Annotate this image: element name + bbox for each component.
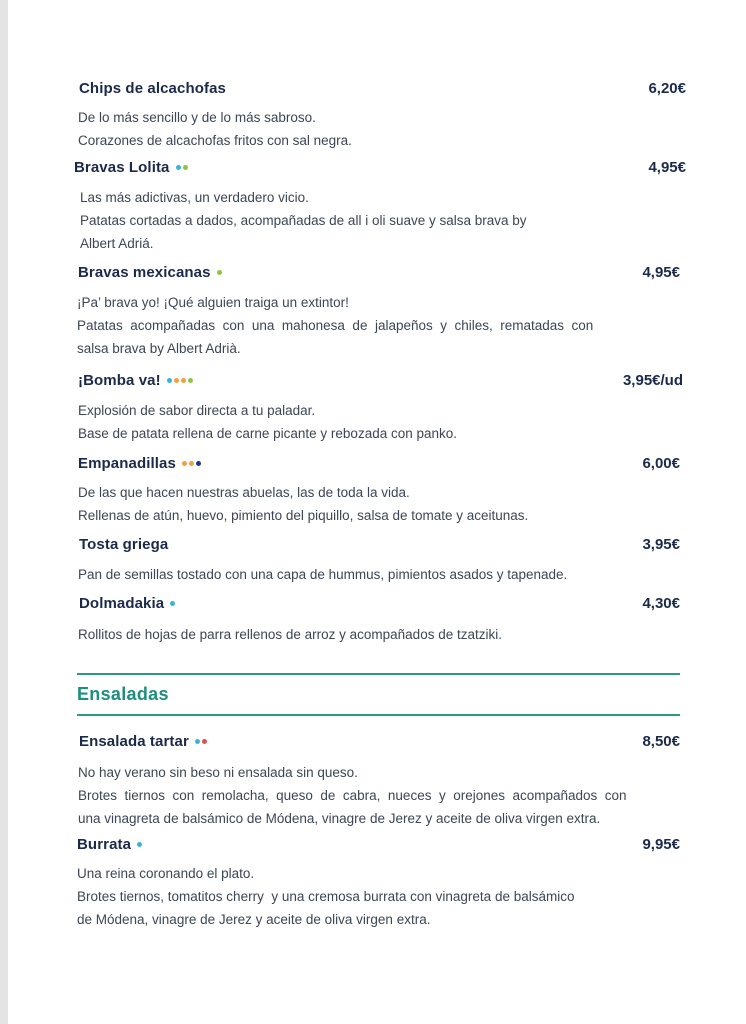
item-price: 3,95€: [642, 536, 680, 553]
item-name-text: Burrata: [77, 836, 132, 853]
description-line: Rollitos de hojas de parra rellenos de arroz y acompañados de tzatziki.: [78, 627, 502, 642]
section-rule-top: [77, 673, 680, 675]
green-dot-icon: [183, 165, 188, 170]
item-name-text: Tosta griega: [79, 536, 169, 553]
item-name: [79, 536, 168, 553]
item-price: 6,20€: [648, 80, 686, 97]
description-line: ¡Pa’ brava yo! ¡Qué alguien traiga un extintor!: [77, 295, 349, 310]
description-line: Patatas acompañadas con una mahonesa de jalapeños y chiles, rematadas con: [77, 318, 594, 333]
description-line: Rellenas de atún, huevo, pimiento del piquillo, salsa de tomate y aceitunas.: [78, 508, 529, 523]
item-price: 4,95€: [642, 264, 680, 281]
description-line: una vinagreta de balsámico de Módena, vinagre de Jerez y aceite de oliva virgen extra.: [78, 811, 601, 826]
item-price: 9,95€: [642, 836, 680, 853]
item-name: [79, 595, 177, 613]
item-description: [77, 291, 593, 360]
description-line: Una reina coronando el plato.: [77, 866, 255, 881]
item-description: [78, 563, 567, 586]
description-line: Pan de semillas tostado con una capa de hummus, pimientos asados y tapenade.: [78, 567, 568, 582]
orange-dot-icon: [181, 378, 186, 383]
description-line: Albert Adriá.: [80, 236, 154, 251]
description-line: Base de patata rellena de carne picante y rebozada con panko.: [78, 426, 458, 441]
item-name-text: Ensalada tartar: [79, 733, 189, 750]
item-price: 4,30€: [642, 595, 680, 612]
item-description: [77, 862, 574, 931]
orange-dot-icon: [182, 461, 187, 466]
item-name: [77, 836, 144, 854]
description-line: Brotes tiernos con remolacha, queso de cabra, nueces y orejones acompañados con: [78, 788, 627, 803]
item-description: [80, 186, 527, 255]
description-line: De lo más sencillo y de lo más sabroso.: [78, 110, 316, 125]
description-line: Corazones de alcachofas fritos con sal negra.: [78, 133, 352, 148]
allergen-dots: [195, 734, 209, 751]
item-description: [78, 399, 457, 445]
item-name-text: Empanadillas: [78, 455, 176, 472]
navy-dot-icon: [196, 461, 201, 466]
allergen-dots: [217, 265, 224, 282]
green-dot-icon: [188, 378, 193, 383]
section-title: Ensaladas: [77, 684, 169, 704]
item-name: [79, 80, 226, 97]
item-name-text: Dolmadakia: [79, 595, 165, 612]
item-name: [78, 455, 203, 473]
green-dot-icon: [217, 270, 222, 275]
orange-dot-icon: [174, 378, 179, 383]
item-name-text: Bravas Lolita: [74, 159, 170, 176]
item-description: [78, 481, 528, 527]
orange-dot-icon: [189, 461, 194, 466]
allergen-dots: [167, 373, 195, 390]
description-line: salsa brava by Albert Adrià.: [77, 341, 241, 356]
item-description: [78, 106, 352, 152]
item-name: [78, 372, 195, 390]
item-price: 6,00€: [642, 455, 680, 472]
item-name: [79, 733, 209, 751]
description-line: de Módena, vinagre de Jerez y aceite de oliva virgen extra.: [77, 912, 431, 927]
item-price: 3,95€/ud: [622, 372, 683, 389]
description-line: De las que hacen nuestras abuelas, las de toda la vida.: [78, 485, 410, 500]
red-dot-icon: [202, 739, 207, 744]
item-price: 4,95€: [648, 159, 686, 176]
description-line: Brotes tiernos, tomatitos cherry y una cremosa burrata con vinagreta de balsámico: [77, 889, 575, 904]
section-rule-bottom: [77, 714, 680, 716]
item-name: [74, 159, 190, 177]
blue-dot-icon: [137, 842, 142, 847]
description-line: Patatas cortadas a dados, acompañadas de all i oli suave y salsa brava by: [80, 213, 527, 228]
blue-dot-icon: [195, 739, 200, 744]
allergen-dots: [137, 837, 144, 854]
item-name-text: ¡Bomba va!: [78, 372, 161, 389]
allergen-dots: [170, 596, 177, 613]
description-line: Las más adictivas, un verdadero vicio.: [80, 190, 309, 205]
blue-dot-icon: [176, 165, 181, 170]
item-name-text: Chips de alcachofas: [79, 80, 226, 97]
item-price: 8,50€: [642, 733, 680, 750]
menu-page: [8, 0, 746, 1024]
description-line: No hay verano sin beso ni ensalada sin queso.: [78, 765, 358, 780]
allergen-dots: [182, 456, 203, 473]
item-description: [78, 761, 627, 830]
item-name: [78, 264, 224, 282]
allergen-dots: [176, 160, 190, 177]
blue-dot-icon: [167, 378, 172, 383]
item-description: [78, 623, 502, 646]
blue-dot-icon: [170, 601, 175, 606]
description-line: Explosión de sabor directa a tu paladar.: [78, 403, 316, 418]
item-name-text: Bravas mexicanas: [78, 264, 211, 281]
